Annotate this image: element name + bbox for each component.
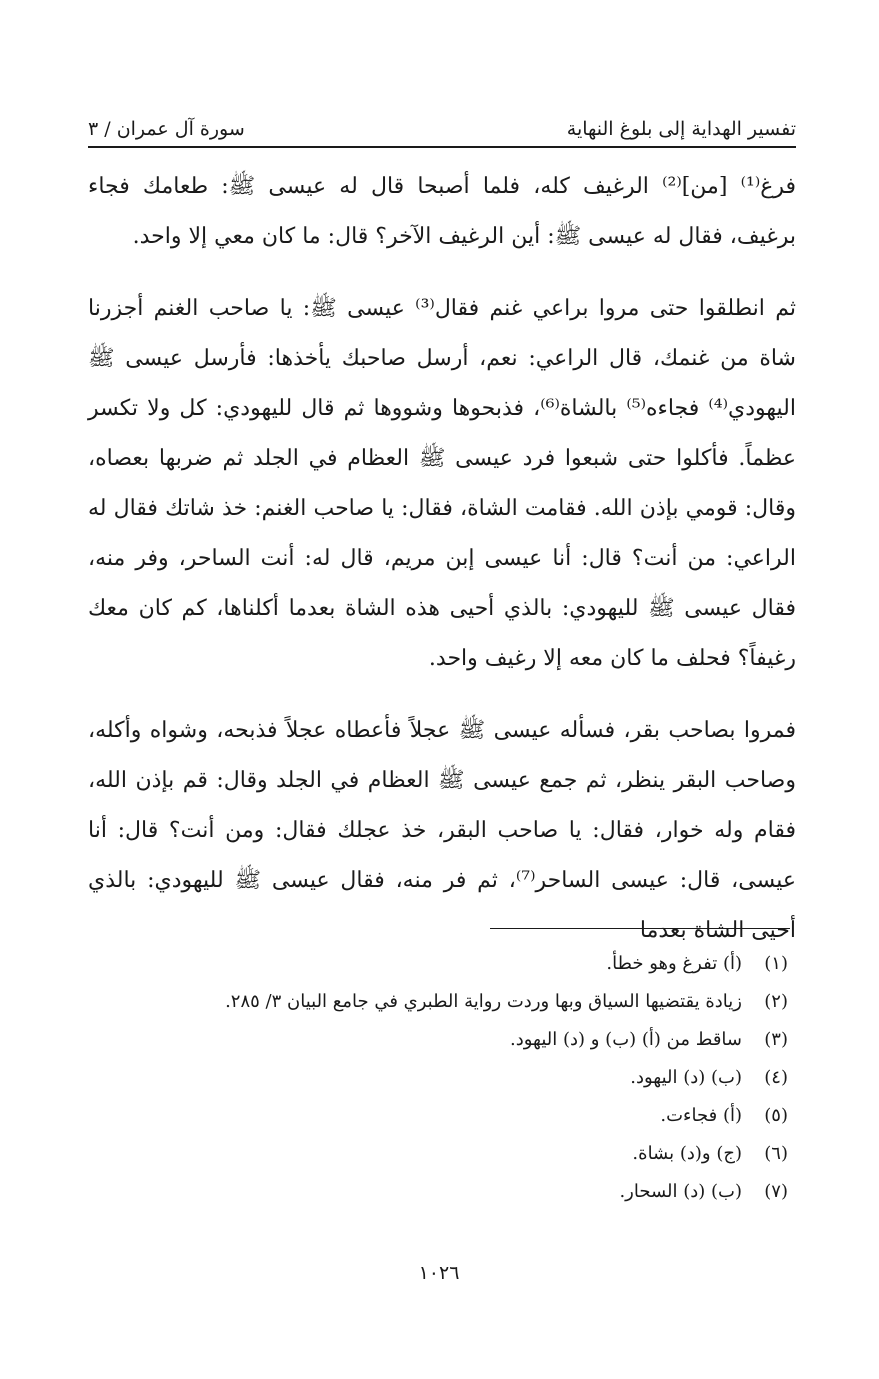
footnote-divider bbox=[490, 928, 790, 929]
footnote-number: (٧) bbox=[764, 1181, 788, 1202]
footnote-text: ساقط من (أ) (ب) و (د) اليهود. bbox=[510, 1029, 742, 1050]
footnote-item bbox=[88, 983, 788, 1021]
footnote-text: (أ) تفرغ وهو خطأ. bbox=[606, 953, 742, 974]
surah-title: سورة آل عمران / ٣ bbox=[88, 118, 245, 140]
paragraph: ثم انطلقوا حتى مروا براعي غنم فقال⁽³⁾ عيسى ﷺ: يا صاحب الغنم أجزرنا شاة من غنمك، قال الراعي: نعم، أرسل صاحبك يأخذها: فأرسل عيسى ﷺ اليهودي⁽⁴⁾ فجاءه⁽⁵⁾ بالشاة⁽⁶⁾، فذبحوها وشووها ثم قال لليهودي: كل ولا تكسر عظماً. فأكلوا حتى شبعوا فرد عيسى ﷺ العظام في الجلد ثم ضربها بعصاه، وقال: قومي بإذن الله. فقامت الشاة، فقال: يا صاحب الغنم: خذ شاتك فقال له الراعي: من أنت؟ قال: أنا عيسى إبن مريم، قال له: أنت الساحر، وفر منه، فقال عيسى ﷺ لليهودي: بالذي أحيى هذه الشاة بعدما أكلناها، كم كان معك رغيفاً؟ فحلف ما كان معه إلا رغيف واحد. bbox=[88, 296, 796, 671]
footnote-text: (ب) (د) اليهود. bbox=[630, 1067, 742, 1088]
paragraph: فمروا بصاحب بقر، فسأله عيسى ﷺ عجلاً فأعطاه عجلاً فذبحه، وشواه وأكله، وصاحب البقر ينظر، ثم جمع عيسى ﷺ العظام في الجلد وقال: قم بإذن الله، فقام وله خوار، فقال: يا صاحب البقر، خذ عجلك فقال: ومن أنت؟ قال: أنا عيسى، قال: عيسى الساحر⁽⁷⁾، ثم فر منه، فقال عيسى ﷺ لليهودي: بالذي أحيى الشاة بعدما bbox=[88, 718, 796, 943]
footnote-number: (٣) bbox=[764, 1029, 788, 1050]
footnotes bbox=[88, 945, 788, 1211]
footnote-item bbox=[88, 1097, 788, 1135]
footnote-number: (٢) bbox=[764, 991, 788, 1012]
footnote-item bbox=[88, 1059, 788, 1097]
book-title: تفسير الهداية إلى بلوغ النهاية bbox=[566, 118, 796, 140]
footnote-number: (٤) bbox=[764, 1067, 788, 1088]
footnote-item bbox=[88, 1021, 788, 1059]
footnote-text: زيادة يقتضيها السياق وبها وردت رواية الطبري في جامع البيان ٣/ ٢٨٥. bbox=[225, 991, 742, 1012]
footnote-text: (ب) (د) السحار. bbox=[619, 1181, 742, 1202]
running-header bbox=[88, 104, 796, 148]
paragraph: فرغ⁽¹⁾ [من]⁽²⁾ الرغيف كله، فلما أصبحا قال له عيسى ﷺ: طعامك فجاء برغيف، فقال له عيسى ﷺ: أين الرغيف الآخر؟ قال: ما كان معي إلا واحد. bbox=[88, 174, 796, 249]
main-text bbox=[88, 162, 796, 956]
footnote-item bbox=[88, 945, 788, 983]
footnote-number: (٦) bbox=[764, 1143, 788, 1164]
footnote-text: (ج) و(د) بشاة. bbox=[632, 1143, 742, 1164]
footnote-item bbox=[88, 1173, 788, 1211]
footnote-number: (٥) bbox=[764, 1105, 788, 1126]
page-number: ١٠٢٦ bbox=[418, 1262, 460, 1284]
footnote-text: (أ) فجاءت. bbox=[660, 1105, 742, 1126]
footnote-item bbox=[88, 1135, 788, 1173]
footnote-number: (١) bbox=[764, 953, 788, 974]
